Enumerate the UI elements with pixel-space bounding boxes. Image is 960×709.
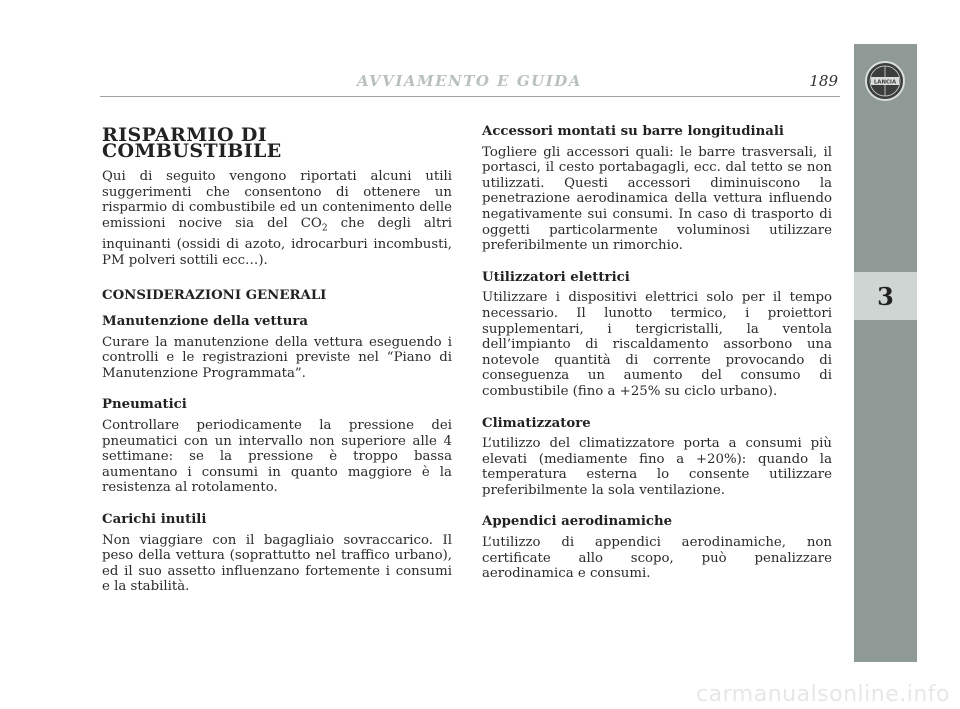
logo-text: LANCIA	[873, 79, 897, 86]
paragraph-accessori: Togliere gli accessori quali: le barre trasversali, il portasci, il cesto portabagagli, ecc. dal tetto se non utilizzati. Questi accessori diminuiscono la penetrazione aerodinamica della vettura influendo negativamente sui consumi. In caso di trasporto di oggetti particolarmente voluminosi utilizzare preferibilmente un rimorchio.	[482, 144, 832, 254]
section-heading: CONSIDERAZIONI GENERALI	[102, 288, 327, 304]
paragraph-pneumatici: Controllare periodicamente la pressione dei pneumatici con un intervallo non superiore alle 4 settimane: se la pressione è troppo bassa aumentano i consumi in quanto maggiore è la resistenza al rotolamento.	[102, 417, 452, 496]
paragraph-climatizzatore: L’utilizzo del climatizzatore porta a consumi più elevati (mediamente fino a +20%): quando la temperatura esterna lo consente utilizzare preferibilmente la sola ventilazione.	[482, 436, 832, 498]
running-header	[0, 72, 840, 92]
left-column	[102, 124, 452, 595]
header-divider	[100, 96, 840, 97]
chapter-side-tab	[854, 44, 917, 662]
subheading-utilizzatori: Utilizzatori elettrici	[482, 269, 630, 285]
paragraph-appendici: L’utilizzo di appendici aerodinamiche, non certificate allo scopo, può penalizzare aerodinamica e consumi.	[482, 535, 832, 582]
right-column	[482, 124, 832, 582]
subheading-climatizzatore: Climatizzatore	[482, 415, 591, 431]
subheading-accessori: Accessori montati su barre longitudinali	[482, 124, 784, 139]
subheading-appendici: Appendici aerodinamiche	[482, 514, 673, 530]
chapter-number: 3	[854, 272, 917, 320]
paragraph-carichi: Non viaggiare con il bagagliaio sovraccarico. Il peso della vettura (soprattutto nel traffico urbano), ed il suo assetto influenzano fortemente i consumi e la stabilità.	[102, 532, 452, 595]
subheading-manutenzione: Manutenzione della vettura	[102, 314, 309, 329]
subheading-carichi: Carichi inutili	[102, 511, 207, 527]
paragraph-utilizzatori: Utilizzare i dispositivi elettrici solo per il tempo necessario. Il lunotto termico, i proiettori supplementari, i tergicristalli, la ventola dell’impianto di riscaldamento assorbono una notevole quantità di corrente provocando di conseguenza un aumento del consumo di combustibile (fino a +25% su ciclo urbano).	[482, 290, 832, 399]
intro-paragraph: Qui di seguito vengono riportati alcuni utili suggerimenti che consentono di ottenere un risparmio di combustibile ed un contenimento delle emissioni nocive sia del $CO_2$ che degli altri inquinanti (ossidi di azoto, idrocarburi incombusti, PM polveri sottili ecc…).	[102, 169, 452, 268]
co2-subscript: 2	[321, 223, 328, 234]
page-number: 189	[809, 72, 838, 90]
watermark: carmanualsonline.info	[696, 682, 950, 707]
lancia-logo-icon	[864, 60, 906, 102]
running-title: AVVIAMENTO E GUIDA	[357, 72, 582, 90]
subheading-pneumatici: Pneumatici	[102, 397, 187, 413]
page-title: RISPARMIO DI COMBUSTIBILE	[102, 124, 282, 162]
paragraph-manutenzione: Curare la manutenzione della vettura eseguendo i controlli e le registrazioni previste nel “Piano di Manutenzione Programmata”.	[102, 334, 452, 381]
